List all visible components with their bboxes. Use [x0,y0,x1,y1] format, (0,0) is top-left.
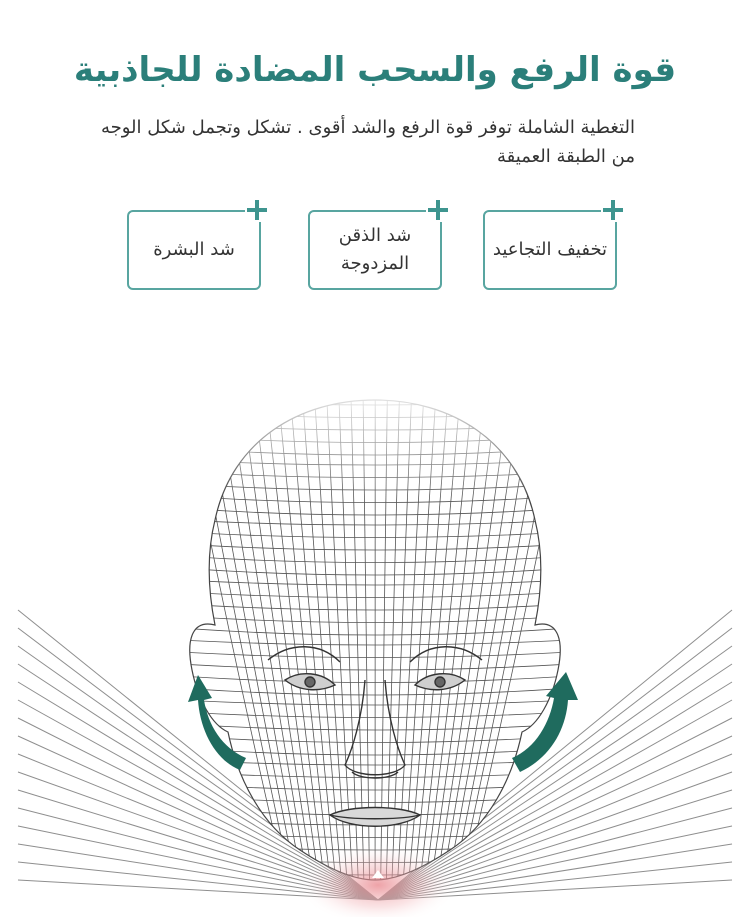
feature-card-double-chin [308,210,442,290]
feature-card-wrinkles [483,210,617,290]
feature-label: تخفيف التجاعيد [492,239,608,260]
page-title: قوة الرفع والسحب المضادة للجاذبية [73,50,677,90]
feature-label: شد الذقن المزدوجة [338,225,412,274]
feature-card-skin-tightening [127,210,261,290]
plus-icon [245,198,269,222]
page-subtitle: التغطية الشاملة توفر قوة الرفع والشد أقوى . تشكل وتجمل شكل الوجه من الطبقة العميقة [100,117,635,167]
face-mesh-illustration [0,380,750,917]
plus-icon [601,198,625,222]
feature-label: شد البشرة [153,239,235,260]
plus-icon [426,198,450,222]
